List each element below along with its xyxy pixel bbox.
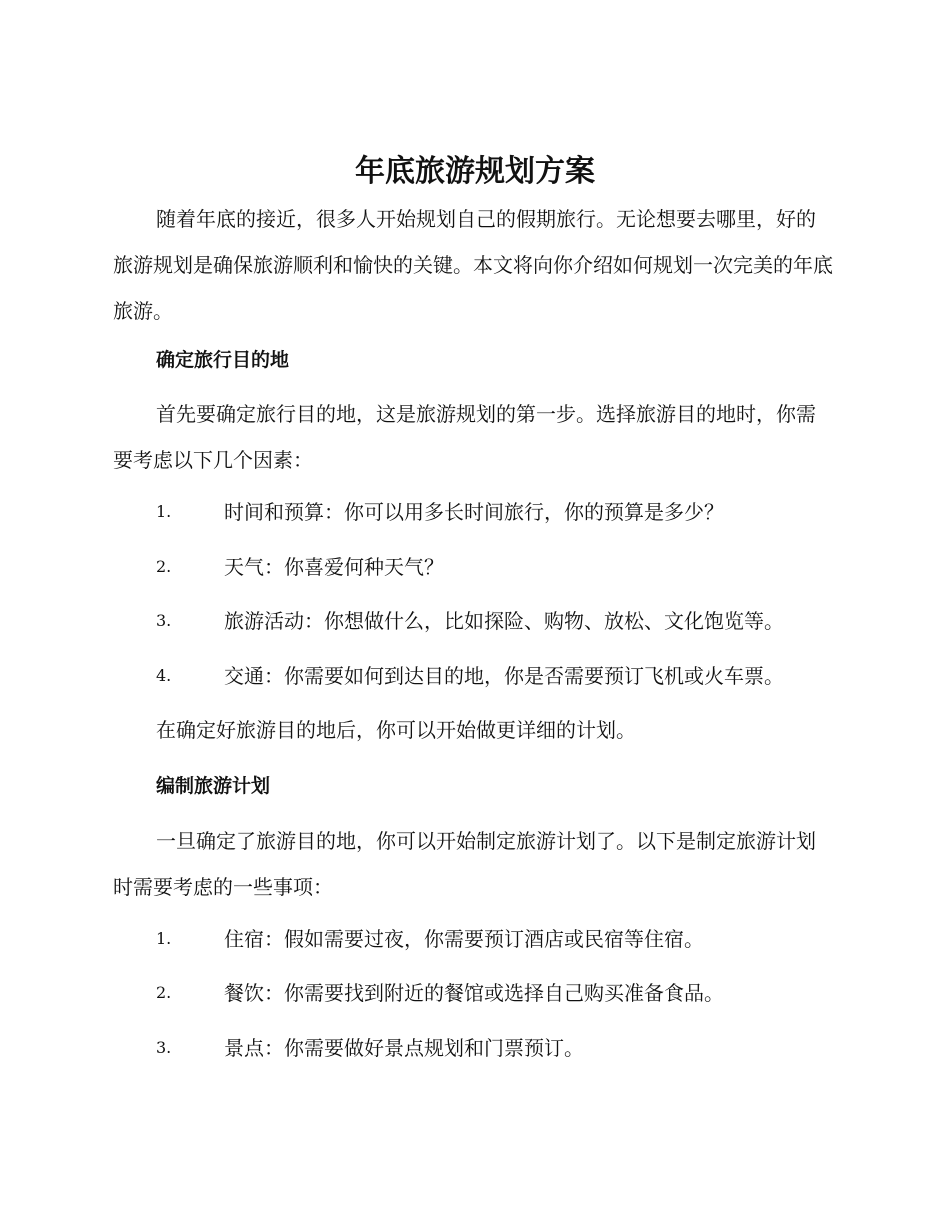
list-item	[156, 1025, 846, 1071]
list-item	[156, 970, 846, 1016]
section-heading-destination: 确定旅行目的地	[156, 349, 290, 371]
list-text: 景点：你需要做好景点规划和门票预订。	[224, 1036, 584, 1060]
list-text: 交通：你需要如何到达目的地，你是否需要预订飞机或火车票。	[224, 664, 784, 688]
intro-paragraph: 随着年底的接近，很多人开始规划自己的假期旅行。无论想要去哪里，好的旅游规划是确保旅游顺利和愉快的关键。本文将向你介绍如何规划一次完美的年底旅游。	[113, 207, 833, 323]
list-text: 旅游活动：你想做什么，比如探险、购物、放松、文化饱览等。	[224, 609, 784, 633]
list-text: 天气：你喜爱何种天气？	[224, 555, 444, 579]
list-item	[156, 653, 846, 699]
list-text: 餐饮：你需要找到附近的餐馆或选择自己购买准备食品。	[224, 981, 724, 1005]
list-number: 3.	[156, 611, 172, 630]
list-item	[156, 544, 846, 590]
list-item	[156, 916, 846, 962]
list-number: 2.	[156, 557, 172, 576]
list-item	[156, 598, 846, 644]
section-paragraph-destination: 首先要确定旅行目的地，这是旅游规划的第一步。选择旅游目的地时，你需要考虑以下几个因素：	[113, 402, 816, 472]
list-number: 3.	[156, 1038, 172, 1057]
list-number: 1.	[156, 502, 172, 521]
list-number: 4.	[156, 666, 172, 685]
list-text: 时间和预算：你可以用多长时间旅行，你的预算是多少？	[224, 500, 724, 524]
list-number: 2.	[156, 983, 172, 1002]
section-paragraph-plan: 一旦确定了旅游目的地，你可以开始制定旅游计划了。以下是制定旅游计划时需要考虑的一些事项：	[113, 829, 816, 899]
list-number: 1.	[156, 929, 172, 948]
list-text: 住宿：假如需要过夜，你需要预订酒店或民宿等住宿。	[224, 927, 704, 951]
section-heading-plan: 编制旅游计划	[156, 775, 271, 797]
document-title: 年底旅游规划方案	[355, 154, 595, 189]
list-item	[156, 489, 846, 535]
section-conclusion: 在确定好旅游目的地后，你可以开始做更详细的计划。	[156, 718, 636, 742]
